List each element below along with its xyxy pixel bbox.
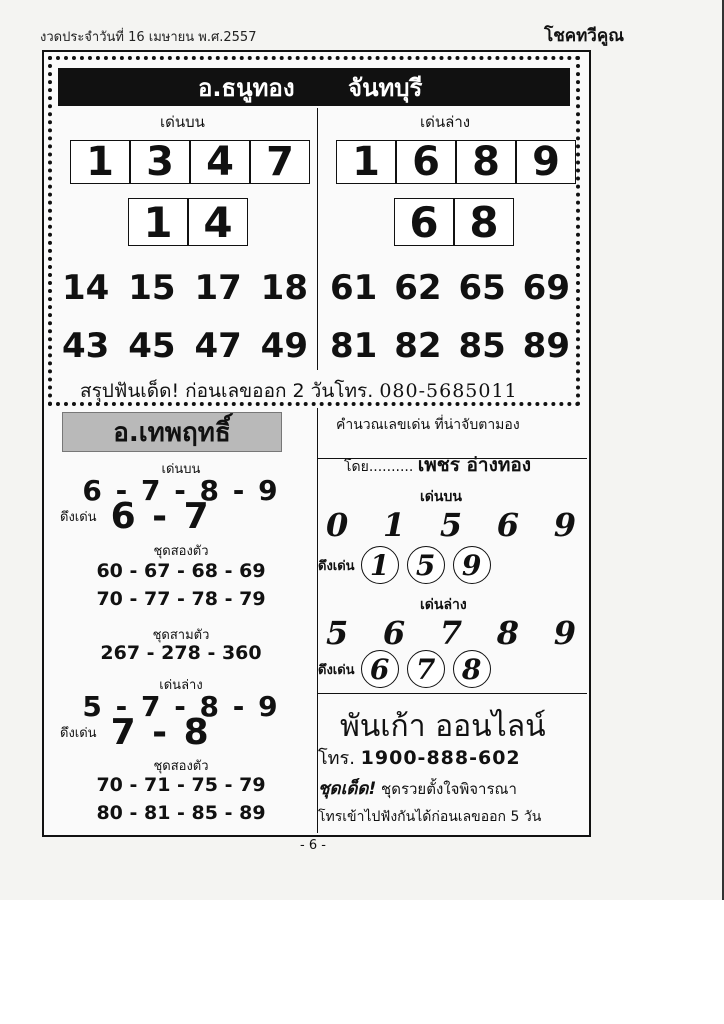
upper-pair-boxes	[128, 198, 248, 246]
left-lower-sequence: 5 - 7 - 8 - 9	[82, 690, 280, 723]
digit-box: 3	[130, 140, 190, 184]
left-upper-sequence: 6 - 7 - 8 - 9	[82, 474, 280, 507]
number: 89	[522, 326, 570, 366]
hotline-line	[80, 376, 518, 406]
left-upper-label: เด่นบน	[161, 462, 201, 477]
upper-digit-boxes	[70, 140, 310, 184]
left-lower-strong	[60, 712, 211, 753]
digit: 6	[382, 614, 406, 652]
number: 82	[394, 326, 442, 366]
left-author-banner: อ.เทพฤทธิ์	[62, 412, 282, 452]
circled-digit: 9	[453, 546, 491, 584]
two-digit-row-3: 70 - 71 - 75 - 79	[96, 774, 266, 796]
two-digit-row-1: 60 - 67 - 68 - 69	[96, 560, 266, 582]
number: 62	[394, 268, 442, 308]
issue-date: งวดประจำวันที่ 16 เมษายน พ.ศ.2557	[40, 30, 257, 45]
title-province: จันทบุรี	[348, 73, 423, 102]
number: 47	[194, 326, 242, 366]
left-numbers-row-1	[62, 268, 308, 308]
digit: 9	[553, 614, 576, 652]
two-digit-label-2: ชุดสองตัว	[153, 759, 209, 774]
number: 18	[260, 268, 308, 308]
circled-digit: 7	[407, 650, 445, 688]
number: 49	[260, 326, 308, 366]
hotline-phone: 080-5685011	[379, 380, 518, 402]
three-digit-label: ชุดสามตัว	[152, 628, 210, 643]
strong-label: ดึงเด่น	[60, 726, 97, 741]
two-digit-label-1: ชุดสองตัว	[153, 544, 209, 559]
three-digit-row: 267 - 278 - 360	[100, 642, 262, 664]
right-numbers-row-1	[330, 268, 570, 308]
number: 85	[458, 326, 506, 366]
left-lower-label: เด่นล่าง	[159, 678, 203, 693]
dotted-border-right	[576, 56, 580, 406]
strong-value: 7 - 8	[110, 712, 211, 753]
number: 15	[128, 268, 176, 308]
strong-label: ดึงเด่น	[318, 558, 355, 574]
upper-label: เด่นบน	[160, 113, 205, 131]
top-center-divider	[317, 108, 318, 370]
number: 43	[62, 326, 110, 366]
strong-value: 6 - 7	[110, 496, 211, 537]
number: 45	[128, 326, 176, 366]
digit-box: 7	[250, 140, 310, 184]
digit: 5	[326, 614, 349, 652]
left-upper-strong	[60, 496, 211, 537]
digit-box: 6	[396, 140, 456, 184]
number: 14	[62, 268, 110, 308]
ad-set-bold: ชุดเด็ด!	[318, 779, 377, 799]
ad-title: พันเก้า ออนไลน์	[340, 709, 546, 744]
two-digit-row-4: 80 - 81 - 85 - 89	[96, 802, 266, 824]
digit-box: 6	[394, 198, 454, 246]
strong-label: ดึงเด่น	[60, 510, 97, 525]
ad-phone-number: 1900-888-602	[360, 747, 521, 769]
right-upper-digits	[326, 506, 576, 544]
right-lower-strong	[318, 650, 499, 688]
right-upper-label: เด่นบน	[420, 489, 462, 505]
ad-set-line	[318, 775, 517, 802]
ad-phone-line	[318, 743, 521, 772]
two-digit-row-2: 70 - 77 - 78 - 79	[96, 588, 266, 610]
digit-box: 9	[516, 140, 576, 184]
digit: 6	[496, 506, 520, 544]
right-numbers-row-2	[330, 326, 570, 366]
digit: 9	[553, 506, 576, 544]
digit-box: 4	[190, 140, 250, 184]
ad-divider	[317, 693, 587, 694]
digit-box: 1	[336, 140, 396, 184]
digit: 1	[382, 506, 406, 544]
digit-box: 4	[188, 198, 248, 246]
right-lower-label: เด่นล่าง	[420, 597, 467, 613]
circled-digit: 8	[453, 650, 491, 688]
circled-digit: 1	[361, 546, 399, 584]
digit-box: 8	[454, 198, 514, 246]
left-numbers-row-2	[62, 326, 308, 366]
phone-label: โทร.	[318, 748, 355, 769]
number: 69	[522, 268, 570, 308]
title-author: อ.ธนูทอง	[198, 73, 295, 102]
circled-digit: 5	[407, 546, 445, 584]
lower-digit-boxes	[336, 140, 576, 184]
digit-box: 8	[456, 140, 516, 184]
digit: 5	[439, 506, 463, 544]
digit: 7	[439, 614, 463, 652]
calc-text: คำนวณเลขเด่น ที่น่าจับตามอง	[336, 417, 520, 433]
lower-label: เด่นล่าง	[420, 113, 471, 131]
lower-pair-boxes	[394, 198, 514, 246]
by-text: โดย..........	[344, 459, 414, 475]
digit-box: 1	[70, 140, 130, 184]
magazine-name: โชคทวีคูณ	[544, 26, 624, 46]
ad-set-text: ชุดรวยตั้งใจพิจารณา	[381, 780, 517, 798]
top-title-bar	[58, 68, 570, 106]
right-lower-digits	[326, 614, 576, 652]
number: 17	[194, 268, 242, 308]
digit-box: 1	[128, 198, 188, 246]
right-upper-strong	[318, 546, 499, 584]
number: 81	[330, 326, 378, 366]
strong-label: ดึงเด่น	[318, 662, 355, 678]
author-name: เพชร อ่างทอง	[417, 454, 532, 476]
ad-call-text: โทรเข้าไปฟังกันได้ก่อนเลขออก 5 วัน	[318, 809, 542, 825]
hotline-text: สรุปฟันเด็ด! ก่อนเลขออก 2 วันโทร.	[80, 380, 374, 402]
by-line	[344, 450, 531, 480]
number: 65	[458, 268, 506, 308]
circled-digit: 6	[361, 650, 399, 688]
digit: 8	[496, 614, 520, 652]
page-number: - 6 -	[300, 838, 326, 853]
digit: 0	[326, 506, 349, 544]
dotted-border-top	[48, 56, 580, 60]
number: 61	[330, 268, 378, 308]
dotted-border-left	[48, 56, 52, 406]
